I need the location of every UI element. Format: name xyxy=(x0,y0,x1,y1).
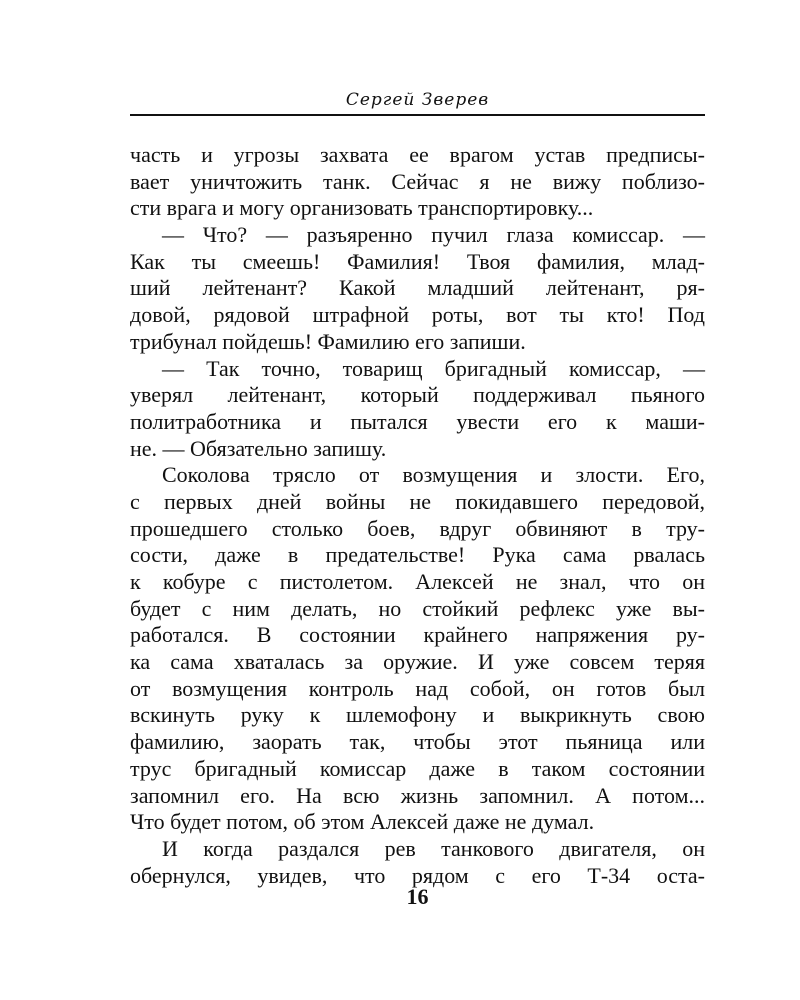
paragraph xyxy=(130,222,705,355)
text-line: часть и угрозы захвата ее врагом устав предписы- xyxy=(130,142,705,167)
text-line: вскинуть руку к шлемофону и выкрикнуть свою xyxy=(130,702,705,728)
page-number: 16 xyxy=(406,884,429,909)
text-line: обернулся, увидев, что рядом с его Т-34 оста- xyxy=(130,862,705,888)
text-line: ка сама хваталась за оружие. И уже совсем теряя xyxy=(130,649,705,675)
text-line: фамилию, заорать так, чтобы этот пьяница или xyxy=(130,729,705,755)
text-line: не. — Обязательно запишу. xyxy=(130,435,387,461)
text-line: трибунал пойдешь! Фамилию его запиши. xyxy=(130,328,526,354)
header-rule xyxy=(130,114,705,116)
text-line: работался. В состоянии крайнего напряжения ру- xyxy=(130,622,705,648)
body-text xyxy=(130,142,705,889)
text-line: с первых дней войны не покидавшего передовой, xyxy=(130,488,705,514)
text-line: Что будет потом, об этом Алексей даже не думал. xyxy=(130,809,595,835)
running-title: Сергей Зверев xyxy=(345,90,490,110)
paragraph xyxy=(130,356,705,463)
text-line: сости, даже в предательстве! Рука сама рвалась xyxy=(130,542,705,568)
text-line: трус бригадный комиссар даже в таком состоянии xyxy=(130,755,705,781)
text-line: довой, рядовой штрафной роты, вот ты кто! Под xyxy=(130,302,705,328)
paragraph xyxy=(130,836,705,889)
text-line: к кобуре с пистолетом. Алексей не знал, что он xyxy=(130,569,705,594)
text-line: вает уничтожить танк. Сейчас я не вижу поблизо- xyxy=(130,168,705,194)
text-line: И когда раздался рев танкового двигателя, он xyxy=(162,835,705,861)
text-line: — Что? — разъяренно пучил глаза комиссар. — xyxy=(162,222,705,248)
paragraph xyxy=(130,462,705,836)
text-line: Как ты смеешь! Фамилия! Твоя фамилия, млад- xyxy=(130,248,705,274)
text-line: уверял лейтенант, который поддерживал пьяного xyxy=(130,382,705,408)
text-line: сти врага и могу организовать транспортировку... xyxy=(130,195,594,221)
paragraph xyxy=(130,142,705,222)
text-line: будет с ним делать, но стойкий рефлекс уже вы- xyxy=(130,595,705,621)
text-line: Соколова трясло от возмущения и злости. Его, xyxy=(162,462,705,488)
text-line: прошедшего столько боев, вдруг обвиняют в тру- xyxy=(130,515,705,541)
text-line: — Так точно, товарищ бригадный комиссар, — xyxy=(162,355,705,381)
text-line: от возмущения контроль над собой, он готов был xyxy=(130,675,705,701)
text-line: ший лейтенант? Какой младший лейтенант, ря- xyxy=(130,275,705,301)
text-line: запомнил его. На всю жизнь запомнил. А потом... xyxy=(130,782,705,808)
text-line: политработника и пытался увести его к маши- xyxy=(130,408,705,434)
